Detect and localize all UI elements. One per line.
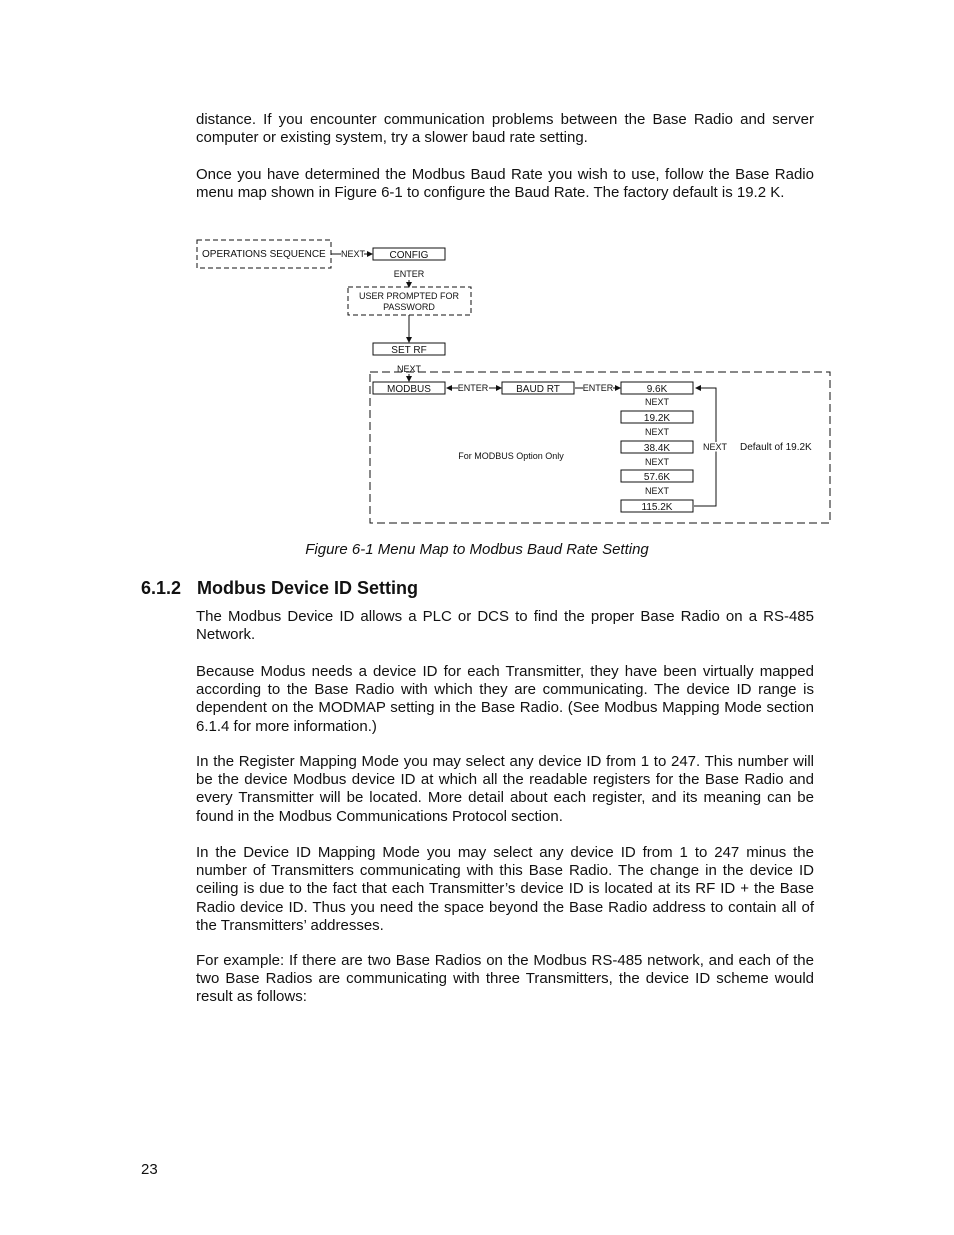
next-label-loop: NEXT bbox=[702, 442, 728, 452]
option-note: For MODBUS Option Only bbox=[458, 451, 564, 461]
next-label-rate: NEXT bbox=[644, 397, 670, 407]
body-paragraph-example: For example: If there are two Base Radios on the Modbus RS-485 network, and each of the two Base Radios are communicating with three Transmitters, the device ID scheme would result as follows: bbox=[196, 952, 814, 1006]
baud-rate-label: 115.2K bbox=[641, 502, 673, 513]
set-rf-label: SET RF bbox=[391, 345, 427, 356]
figure-caption: Figure 6-1 Menu Map to Modbus Baud Rate Setting bbox=[305, 541, 649, 558]
next-label-ops: NEXT bbox=[341, 249, 366, 259]
section-heading bbox=[141, 578, 418, 599]
baud-rate-label: 57.6K bbox=[643, 472, 671, 483]
baud-rate-label: 9.6K bbox=[646, 384, 668, 395]
default-note: Default of 19.2K bbox=[740, 442, 812, 453]
body-paragraph-device-id-mapping: In the Device ID Mapping Mode you may select any device ID from 1 to 247 minus the number of Transmitters communicating with this Base Radio. The change in the device ID ceiling is due to the fact that each Transmitter’s device ID is located at its RF ID + the Base Radio device ID. Thus you need the space beyond the Base Radio address to contain all of the Transmitters’ addresses. bbox=[196, 844, 814, 934]
baud-rate-label: 38.4K bbox=[643, 443, 671, 454]
section-number: 6.1.2 bbox=[141, 578, 182, 598]
body-paragraph-virtual-mapping: Because Modus needs a device ID for each Transmitter, they have been virtually mapped according to the Base Radio with which they are communicating. The device ID range is dependent on the MODMAP setting in the Base Radio. (See Modbus Mapping Mode section 6.1.4 for more information.) bbox=[196, 663, 814, 735]
password-label-line2: PASSWORD bbox=[383, 302, 435, 312]
enter-label-baud: ENTER bbox=[582, 383, 614, 393]
body-paragraph-baud-rate-config: Once you have determined the Modbus Baud Rate you wish to use, follow the Base Radio menu map shown in Figure 6-1 to configure the Baud Rate. The factory default is 19.2 K. bbox=[196, 166, 814, 202]
modbus-label: MODBUS bbox=[387, 384, 431, 395]
password-label-line1: USER PROMPTED FOR bbox=[358, 291, 460, 301]
baud-rt-label: BAUD RT bbox=[516, 384, 560, 395]
body-paragraph-baud-rate-intro: distance. If you encounter communication problems between the Base Radio and server computer or existing system, try a slower baud rate setting. bbox=[196, 111, 814, 147]
body-paragraph-device-id: The Modbus Device ID allows a PLC or DCS to find the proper Base Radio on a RS-485 Network. bbox=[196, 608, 814, 644]
next-label-rate: NEXT bbox=[644, 486, 670, 496]
body-paragraph-register-mapping: In the Register Mapping Mode you may select any device ID from 1 to 247. This number will be the device Modbus device ID at which all the readable registers for the Base Radio and every Transmitter will be located. More detail about each register, and its meaning can be found in the Modbus Communications Protocol section. bbox=[196, 753, 814, 825]
next-label-rate: NEXT bbox=[644, 457, 670, 467]
operations-sequence-label: OPERATIONS SEQUENCE bbox=[202, 249, 326, 260]
section-title: Modbus Device ID Setting bbox=[197, 578, 419, 598]
enter-label-config: ENTER bbox=[393, 269, 425, 279]
config-label: CONFIG bbox=[389, 250, 429, 261]
next-label-setrf: NEXT bbox=[396, 364, 422, 374]
enter-label-modbus: ENTER bbox=[457, 383, 489, 393]
baud-rate-label: 19.2K bbox=[643, 413, 671, 424]
menu-map-diagram bbox=[0, 0, 954, 540]
page-number: 23 bbox=[141, 1161, 158, 1178]
next-label-rate: NEXT bbox=[644, 427, 670, 437]
